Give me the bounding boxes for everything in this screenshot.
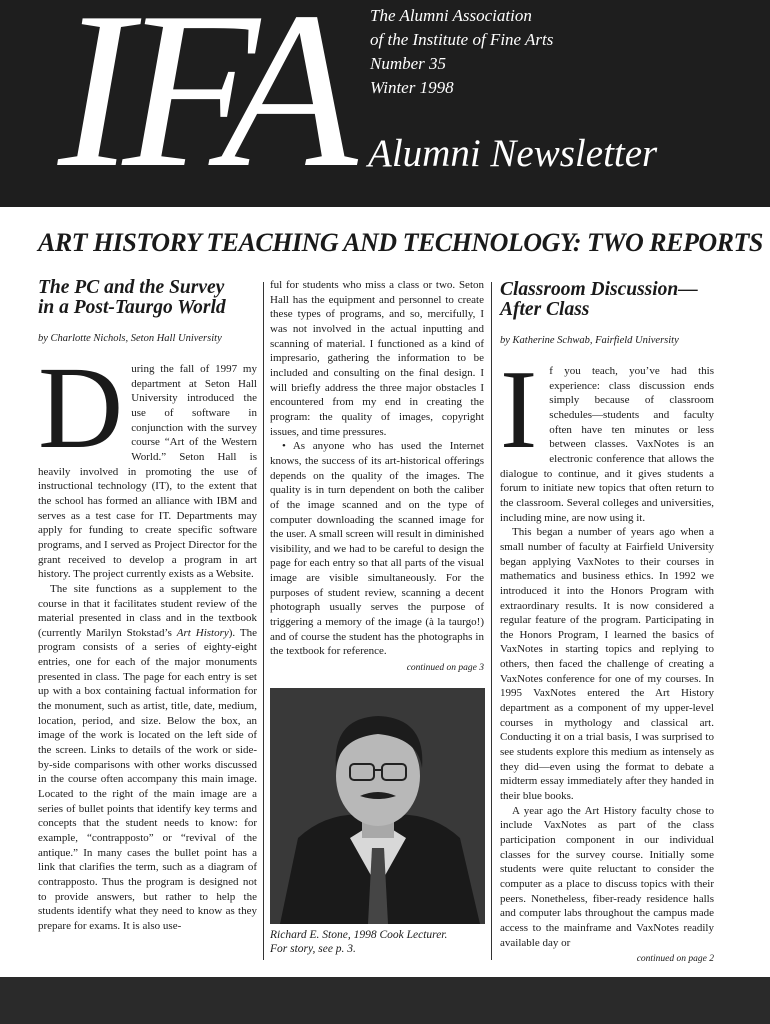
article-2-paragraph-1-text: f you teach, you’ve had this experience: class discussion ends simply because of classroom schedules—students and faculty often have ten minutes or less between classes. VaxNotes is an electronic conference that allows the dialogue to continue, and it gives students a forum to initiate new topics that often return to the classroom. Several colleges and universities, including mine, are now using it. xyxy=(500,365,714,524)
article-1-paragraph-3: ful for students who miss a class or two. Seton Hall has the equipment and personnel to create these types of programs, and so, mercifully, I was not involved in the actual inputting and scanning of material. I functioned as a kind of impresario, gathering the information to be included and consulting on the final design. I will briefly address the three major obstacles I encountered from my end in creating the program: the quality of images, copyright issues, and time pressures. xyxy=(270,279,484,438)
column-rule-1 xyxy=(263,282,264,960)
footer-band xyxy=(0,977,770,1024)
photo-caption xyxy=(270,928,485,956)
article-2-paragraph-1 xyxy=(500,348,714,525)
article-2-byline: by Katherine Schwab, Fairfield University xyxy=(500,335,679,346)
org-line-1: The Alumni Association xyxy=(370,6,532,25)
article-1-column-2 xyxy=(270,278,484,676)
article-1-paragraph-2-text-b: ). The program consists of a series of eighty-eight entries, one for each of the major monuments presented in class. The page for each entry is set up with a box containing factual information for the monument, such as artist, title, date, medium, location, period, and size. Below the box, an image of the work is located on the left side of the screen. Links to details of the work or side-by-side comparisons with other works discussed in the course often accompany this main image. Located to the right of the main image are a series of bullet points that identify key terms and concepts that the student needs to know: for example, “contrapposto” or “revival of the antique.” In many cases the bullet point has a link that clarifies the term, such as a diagram of contrapposto. Thus the program is designed not to provide answers, but rather to help the students identify what they need to know as they prepare for exams. It is also use- xyxy=(38,626,257,932)
article-2-title xyxy=(500,280,714,320)
photo-caption-line-1: Richard E. Stone, 1998 Cook Lecturer. xyxy=(270,929,448,941)
article-1-paragraph-2-text-a: The site functions as a supplement to the course in that it facilitates student review of the material presented in class and in the textbook (currently Marilyn Stokstad’s xyxy=(38,582,257,639)
banner-headline: ART HISTORY TEACHING AND TECHNOLOGY: TWO REPORTS xyxy=(38,228,763,257)
article-1-title-line-1: The PC and the Survey xyxy=(38,277,225,298)
article-1-title-line-2: in a Post-Taurgo World xyxy=(38,297,226,318)
article-2-title-line-1: Classroom Discussion— xyxy=(500,279,698,300)
article-2-continued-note: continued on page 2 xyxy=(636,954,714,965)
article-1-byline: by Charlotte Nichols, Seton Hall University xyxy=(38,333,222,344)
column-rule-2 xyxy=(491,282,492,960)
article-1-paragraph-1 xyxy=(38,342,257,582)
issue-season: Winter 1998 xyxy=(370,78,454,97)
article-1-paragraph-4: • As anyone who has used the Internet knows, the success of its art-historical offerings depends on the quality of the images. The quality is in turn dependent on both the caliber of the image scanned and on the type of computer downloading the scanned image for the user. A small screen will result in diminished visibility, and we had to be careful to design the page for each entry so that all parts of the visual image are visible simultaneously. For the purposes of student review, scanning a decent photograph usually serves the purpose of triggering a memory of the image (à la taurgo!) and of course the student has the photographs in the textbook for reference. xyxy=(270,440,484,658)
article-1-dropcap: D xyxy=(38,342,124,473)
article-1-column-1 xyxy=(38,278,257,934)
masthead-info xyxy=(370,4,553,100)
newsletter-title: Alumni Newsletter xyxy=(368,132,658,175)
article-1-title xyxy=(38,278,257,318)
article-1-paragraph-2 xyxy=(38,582,257,934)
issue-number: Number 35 xyxy=(370,54,447,73)
article-2-paragraph-3: A year ago the Art History faculty chose to include VaxNotes as part of the class participation component in our individual classes for the survey course. Initially some students were quite reluctant to consider the computer as a place to discuss topics with their peers. Nonetheless, fiber-ready residence halls and computer labs throughout the campus made access to the mainframe and VaxNotes readily available day or xyxy=(500,804,714,949)
lecturer-photo xyxy=(270,688,485,924)
article-2-paragraph-2: This began a number of years ago when a small number of faculty at Fairfield University began applying VaxNotes to their courses in mathematics and business ethics. In 1992 we introduced it into the Honors Program with extraordinary results. It is now considered a regular feature of the program. Participating in the Honors Program, I learned the basics of VaxNotes in starting topics and replying to others, then faced the challenge of creating a VaxNotes conference for one of my courses. In 1995 VaxNotes entered the Art History department as a component of my upper-level courses in mythology and classical art. Conducting it on a trial basis, I was surprised to see students explore this medium as intensely as they did—even using the format to debate a midterm essay immediately after they handed in their blue books. xyxy=(500,526,714,803)
portrait-image xyxy=(270,688,485,924)
article-1-paragraph-1-text: uring the fall of 1997 my department at Seton Hall University introduced the use of software in conjunction with the survey course “Art of the Western World.” Seton Hall is heavily involved in promoting the use of instructional technology (IT), to the extent that the school has formed an alliance with IBM and serves as a test case for IT. Departments may apply for funding to create specific software programs, and I served as Project Director for the grant received to develop a program in art history. The project currently exists as a Website. xyxy=(38,363,257,581)
article-1-continued-note: continued on page 3 xyxy=(406,663,484,674)
masthead xyxy=(0,0,770,207)
photo-caption-line-2: For story, see p. 3. xyxy=(270,943,356,955)
article-2-dropcap: I xyxy=(500,348,538,472)
article-2-title-line-2: After Class xyxy=(500,299,590,320)
article-2-column xyxy=(500,280,714,967)
article-1-book-title: Art History xyxy=(176,626,229,639)
ifa-logo: IFA xyxy=(58,0,348,207)
org-line-2: of the Institute of Fine Arts xyxy=(370,30,554,49)
